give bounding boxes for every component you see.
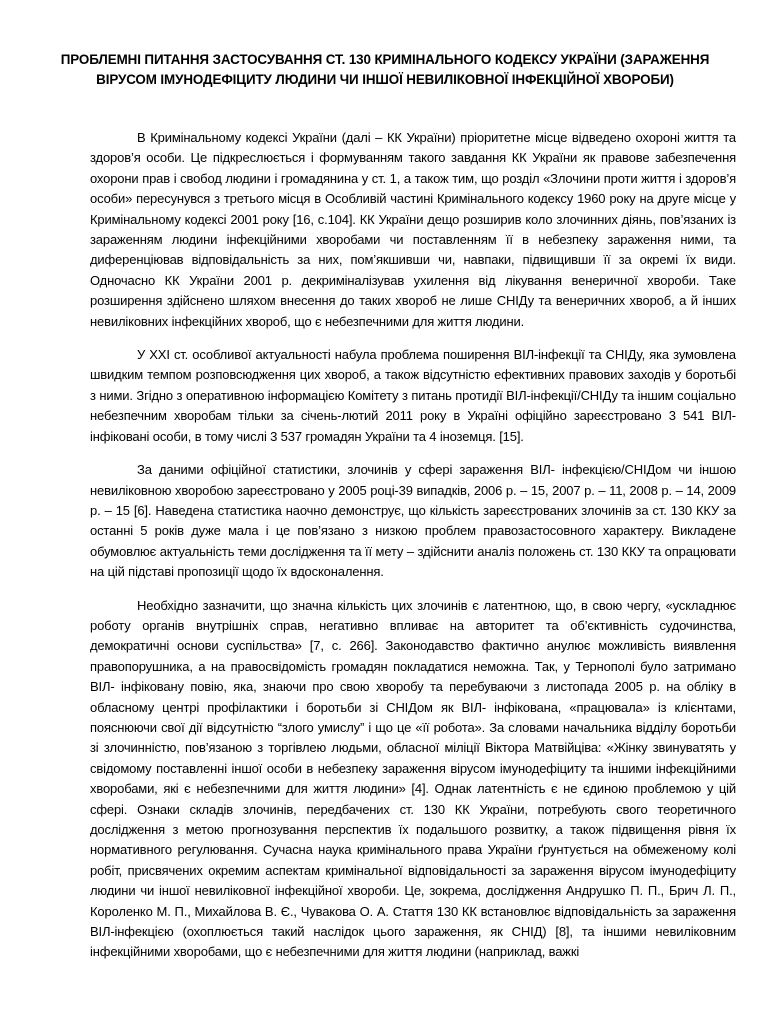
document-title: ПРОБЛЕМНІ ПИТАННЯ ЗАСТОСУВАННЯ СТ. 130 КРИМІНАЛЬНОГО КОДЕКСУ УКРАЇНИ (ЗАРАЖЕННЯ ВІРУСОМ ІМУНОДЕФІЦИТУ ЛЮДИНИ ЧИ ІНШОЇ НЕВИЛІКОВНОЇ ІНФЕКЦІЙНОЇ ХВОРОБИ) bbox=[60, 52, 710, 87]
paragraph-2: У ХХІ ст. особливої актуальності набула проблема поширення ВІЛ-інфекції та СНІДу, яка зумовлена швидким темпом розповсюдження цих хвороб, а також відсутністю ефективних правових заходів у боротьбі з ними. Згідно з оперативною інформацією Комітету з питань протидії ВІЛ-інфекції/СНІДу та іншим соціально небезпечним хворобам тільки за січень-лютий 2011 року в Україні офіційно зареєстровано 3 541 ВІЛ-інфіковані особи, в тому числі 3 537 громадян України та 4 іноземця. [15]. bbox=[90, 347, 736, 444]
paragraph-4: Необхідно зазначити, що значна кількість цих злочинів є латентною, що, в свою чергу, «ускладнює роботу органів внутрішніх справ, негативно впливає на авторитет та об’єктивність судочинства, демократичні основи суспільства» [7, с. 266]. Законодавство фактично анулює можливість виявлення правопорушника, а на правосвідомість громадян покладатися неможна. Так, у Тернополі було затримано ВІЛ- інфіковану повію, яка, знаючи про свою хворобу та перебуваючи з листопада 2005 р. на обліку в обласному центрі профілактики і боротьби зі СНІДом як ВІЛ- інфікована, «працювала» із клієнтами, пояснюючи свої дії відсутністю “злого умислу” і що це «її робота». За словами начальника відділу боротьби зі злочинністю, пов’язаною з торгівлею людьми, обласної міліції Віктора Матвійціва: «Жінку звинуватять у свідомому поставленні іншої особи в небезпеку зараження вірусом імунодефіциту та іншими інфекційними хворобами, які є небезпечними для життя людини» [4]. Однак латентність є не єдиною проблемою у цій сфері. Ознаки складів злочинів, передбачених ст. 130 КК України, потребують свого теоретичного дослідження з метою прогнозування перспектив їх подальшого розвитку, а також підвищення рівня їх нормативного регулювання. Сучасна наука кримінального права України ґрунтується на обмеженому колі робіт, присвячених окремим аспектам кримінальної відповідальності за зараження вірусом імунодефіциту людини чи іншої невиліковної інфекційної хвороби. Це, зокрема, дослідження Андрушко П. П., Брич Л. П., Короленко М. П., Михайлова В. Є., Чувакова О. А. Стаття 130 КК встановлює відповідальність за зараження ВІЛ-інфекцією (охоплюється такий наслідок цього зараження, як СНІД) [8], та іншими невиліковним інфекційними хворобами, що є небезпечними для життя людини (наприклад, важкі bbox=[90, 597, 736, 960]
paragraph-3: За даними офіційної статистики, злочинів у сфері зараження ВІЛ- інфекцією/СНІДом чи іншою невиліковною хворобою зареєстровано у 2005 році-39 випадків, 2006 р. – 15, 2007 р. – 11, 2008 р. – 14, 2009 р. – 15 [6]. Наведена статистика наочно демонструє, що кількість зареєстрованих злочинів за ст. 130 ККУ за останні 5 років дуже мала і це пов’язано з низкою проблем правозастосовного характеру. Викладене обумовлює актуальність теми дослідження та її мету – здійснити аналіз положень ст. 130 ККУ та опрацювати на цій підставі пропозиції щодо їх вдосконалення. bbox=[90, 462, 736, 580]
paragraph-1: В Кримінальному кодексі України (далі – КК України) пріоритетне місце відведено охороні життя та здоров’я особи. Це підкреслюється і формуванням такого завдання КК України як правове забезпечення охорони прав і свобод людини і громадянина у ст. 1, а також тим, що розділ «Злочини проти життя і здоров’я особи» пересунувся з третього місця в Особливій частині Кримінального кодексу 1960 року на друге місце у Кримінальному кодексі 2001 року [16, с.104]. КК України дещо розширив коло злочинних діянь, пов’язаних із зараженням людини інфекційними хворобами чи поставленням її в небезпеку зараження ними, та диференціював відповідальність за них, пом’якшивши чи, навпаки, підвищивши її за окремі їх види. Одночасно КК України 2001 р. декриміналізував ухилення від лікування венеричної хвороби. Таке розширення здійснено шляхом внесення до таких хвороб не лише СНІДу та венеричних хвороб, а й інших невиліковних інфекційних хвороб, що є небезпечними для життя людини. bbox=[90, 130, 736, 329]
document-body bbox=[90, 128, 736, 976]
